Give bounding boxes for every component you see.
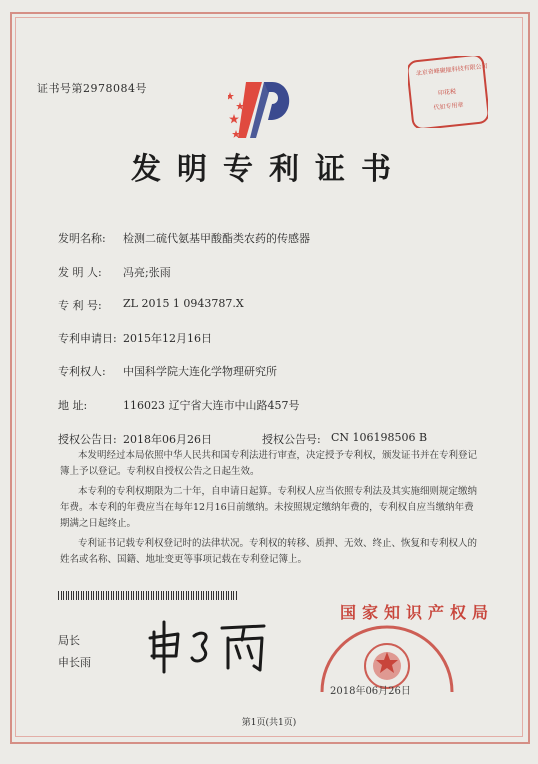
page-number: 第1页(共1页): [241, 718, 297, 728]
filing-date-label: 专利申请日:: [58, 332, 117, 345]
invention-name-label: 发明名称:: [58, 232, 106, 245]
grant-date: 2018年06月26日: [123, 433, 212, 446]
handwritten-signature: [144, 618, 274, 676]
signature-title: 局长: [58, 634, 80, 647]
inventor-label: 发 明 人:: [58, 266, 102, 279]
paragraph-3: 专利证书记载专利权登记时的法律状况。专利权的转移、质押、无效、终止、恢复和专利权人的姓名或名称、国籍、地址变更等事项记载在专利登记簿上。: [60, 538, 478, 565]
grant-number: CN 106198506 B: [331, 431, 428, 444]
paragraph-2: 本专利的专利权期限为二十年，自申请日起算。专利权人应当依照专利法及其实施细则规定缴纳年费。本专利的年费应当在每年12月16日前缴纳。未按照规定缴纳年费的，专利权自应当缴纳年费期满之日起终止。: [60, 486, 478, 529]
patentee: 中国科学院大连化学物理研究所: [123, 365, 277, 378]
signer-name: 申长雨: [58, 656, 91, 669]
paragraph-1: 本发明经过本局依照中华人民共和国专利法进行审查，决定授予专利权，颁发证书并在专利登记簿上予以登记。专利权自授权公告之日起生效。: [60, 450, 478, 477]
barcode: [58, 591, 238, 600]
address: 116023 辽宁省大连市中山路457号: [123, 399, 300, 412]
inventor: 冯亮;张雨: [123, 266, 171, 279]
patent-number-label: 专 利 号:: [58, 299, 102, 312]
seal-date: 2018年06月26日: [330, 686, 411, 697]
patent-number: ZL 2015 1 0943787.X: [123, 297, 244, 310]
seal-text: 国家知识产权局: [340, 603, 495, 622]
address-label: 地 址:: [58, 399, 88, 412]
stamp-line-2: 印花税: [437, 88, 457, 98]
stamp-line-1: 北京奇峰聚能科技有限公司: [415, 62, 488, 78]
svg-text:北京奇峰聚能科技有限公司 印花税: [415, 62, 488, 113]
patent-office-logo: [228, 78, 304, 142]
invention-name: 检测二硫代氨基甲酸酯类农药的传感器: [123, 232, 310, 245]
certificate-number: 证书号第2978084号: [37, 82, 147, 95]
stamp-line-3: 代扣专用章: [433, 101, 464, 112]
patentee-label: 专利权人:: [58, 365, 106, 378]
grant-date-label: 授权公告日:: [58, 433, 117, 446]
tax-stamp: [408, 56, 488, 128]
filing-date: 2015年12月16日: [123, 332, 212, 345]
grant-number-label: 授权公告号:: [262, 433, 321, 446]
certificate-title: 发明专利证书: [131, 152, 407, 187]
